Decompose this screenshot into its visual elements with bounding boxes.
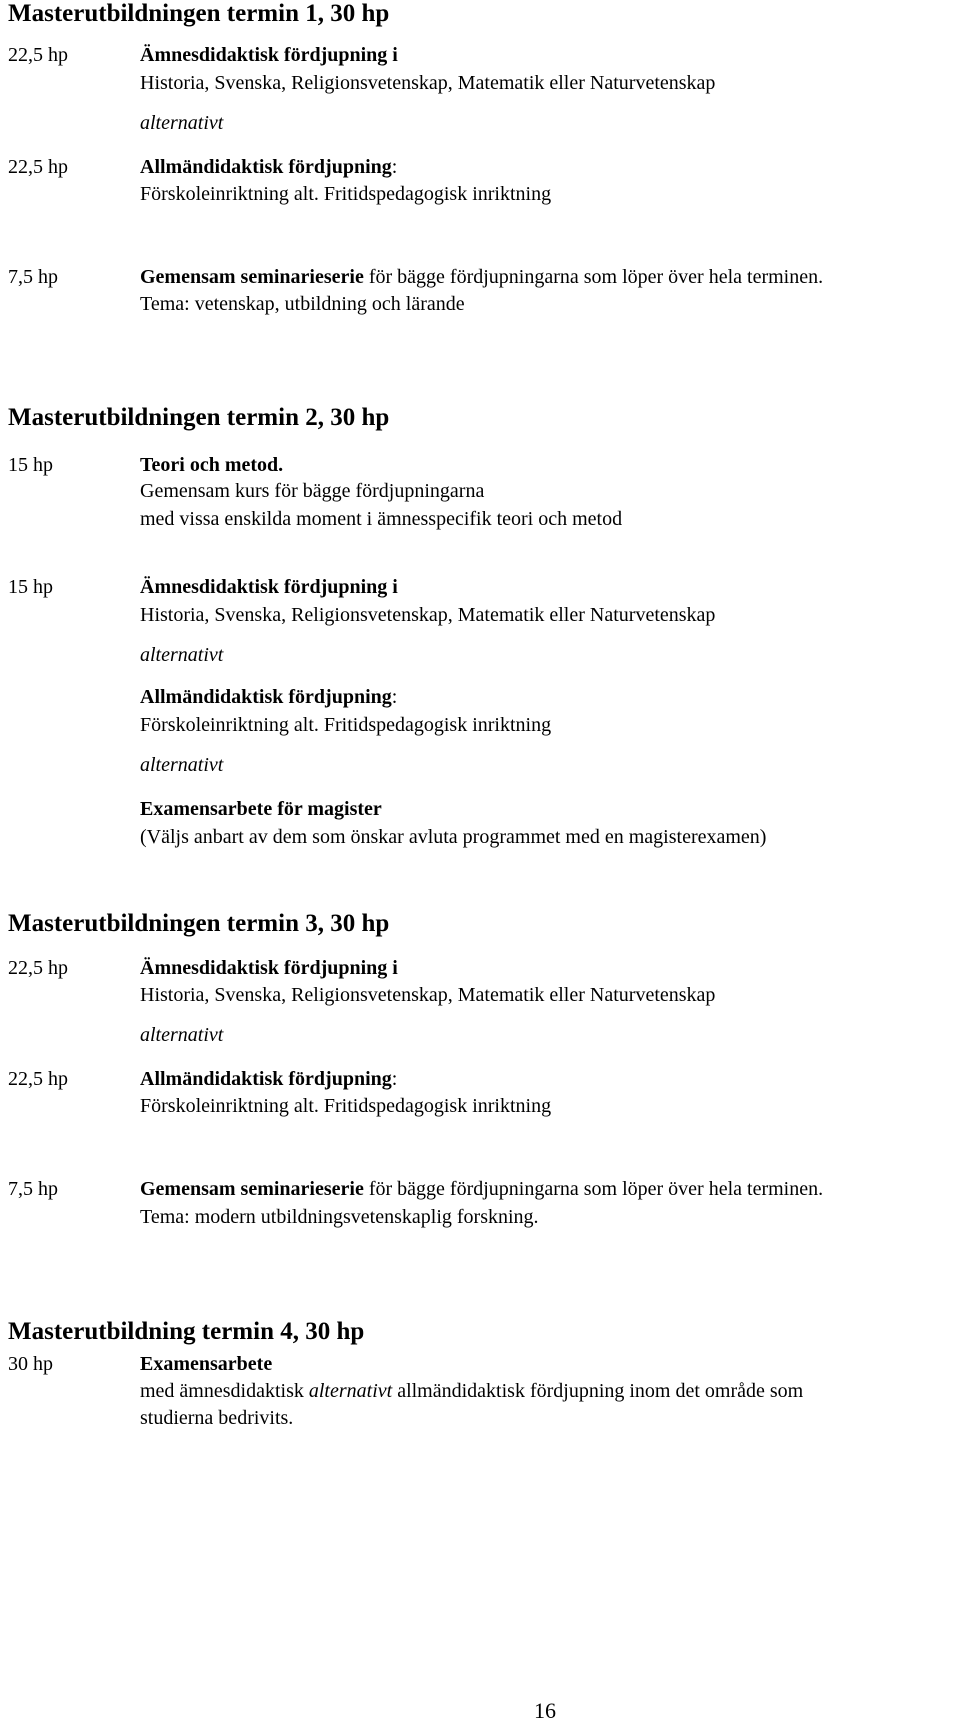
term4-row1-credit: 30 hp [8,1353,53,1375]
term3-row2-colon: : [391,1068,398,1090]
term3-row3-rest: för bägge fördjupningarna som löper över hela terminen. [363,1178,824,1200]
term1-row3-title-line [140,266,823,289]
term1-row3-title: Gemensam seminarieserie [140,266,364,288]
term2-alternative-1: alternativt [140,644,224,666]
term1-row2-credit: 22,5 hp [8,156,68,178]
term2-row2-subjects: Historia, Svenska, Religionsvetenskap, Matematik eller Naturvetenskap [140,604,716,626]
term2-row3-title-line [140,686,397,709]
term3-row2-credit: 22,5 hp [8,1068,68,1090]
term2-row1-title: Teori och metod. [140,454,284,476]
term2-row4-line: (Väljs anbart av dem som önskar avluta programmet med en magisterexamen) [140,826,767,848]
term2-row1-line2: med vissa enskilda moment i ämnesspecifik teori och metod [140,508,623,530]
term1-row3-theme: Tema: vetenskap, utbildning och lärande [140,293,465,315]
term4-row1-alternative: alternativt [308,1380,393,1402]
term3-row1-title: Ämnesdidaktisk fördjupning i [140,957,398,979]
term3-alternative-1: alternativt [140,1024,224,1046]
term2-row3-colon: : [391,686,398,708]
term1-row2-title-line [140,156,397,179]
term2-alternative-2: alternativt [140,754,224,776]
term3-row2-line: Förskoleinriktning alt. Fritidspedagogisk inriktning [140,1095,552,1117]
term1-row1-credit: 22,5 hp [8,44,68,66]
term3-row2-title: Allmändidaktisk fördjupning [140,1068,392,1090]
term2-row2-credit: 15 hp [8,576,53,598]
term4-row1-post: allmändidaktisk fördjupning inom det område som [392,1380,804,1402]
term1-row2-line: Förskoleinriktning alt. Fritidspedagogisk inriktning [140,183,552,205]
term4-row1-title: Examensarbete [140,1353,273,1375]
term3-row2-title-line [140,1068,397,1091]
term2-row1-credit: 15 hp [8,454,53,476]
term1-heading: Masterutbildningen termin 1, 30 hp [8,0,390,27]
term2-row3-line: Förskoleinriktning alt. Fritidspedagogisk inriktning [140,714,552,736]
term4-row1-line2: studierna bedrivits. [140,1407,294,1429]
term1-row1-title: Ämnesdidaktisk fördjupning i [140,44,398,66]
term1-alternative-1: alternativt [140,112,224,134]
term2-row1-line1: Gemensam kurs för bägge fördjupningarna [140,480,485,502]
term2-row4-title: Examensarbete för magister [140,798,382,820]
page-number: 16 [534,1698,556,1723]
term3-row3-title-line [140,1178,823,1201]
term3-row1-credit: 22,5 hp [8,957,68,979]
term3-row1-subjects: Historia, Svenska, Religionsvetenskap, Matematik eller Naturvetenskap [140,984,716,1006]
term1-row3-rest: för bägge fördjupningarna som löper över hela terminen. [363,266,824,288]
term2-row3-title: Allmändidaktisk fördjupning [140,686,392,708]
term1-row1-subjects: Historia, Svenska, Religionsvetenskap, Matematik eller Naturvetenskap [140,72,716,94]
term1-row2-title: Allmändidaktisk fördjupning [140,156,392,178]
term3-row3-credit: 7,5 hp [8,1178,58,1200]
term4-row1-line1 [140,1380,803,1403]
term3-row3-title: Gemensam seminarieserie [140,1178,364,1200]
term3-row3-theme: Tema: modern utbildningsvetenskaplig forskning. [140,1206,539,1228]
term2-heading: Masterutbildningen termin 2, 30 hp [8,404,390,431]
term2-row2-title: Ämnesdidaktisk fördjupning i [140,576,398,598]
term3-heading: Masterutbildningen termin 3, 30 hp [8,910,390,937]
term4-row1-pre: med ämnesdidaktisk [140,1380,309,1402]
term1-row2-colon: : [391,156,398,178]
term4-heading: Masterutbildning termin 4, 30 hp [8,1318,365,1345]
term1-row3-credit: 7,5 hp [8,266,58,288]
